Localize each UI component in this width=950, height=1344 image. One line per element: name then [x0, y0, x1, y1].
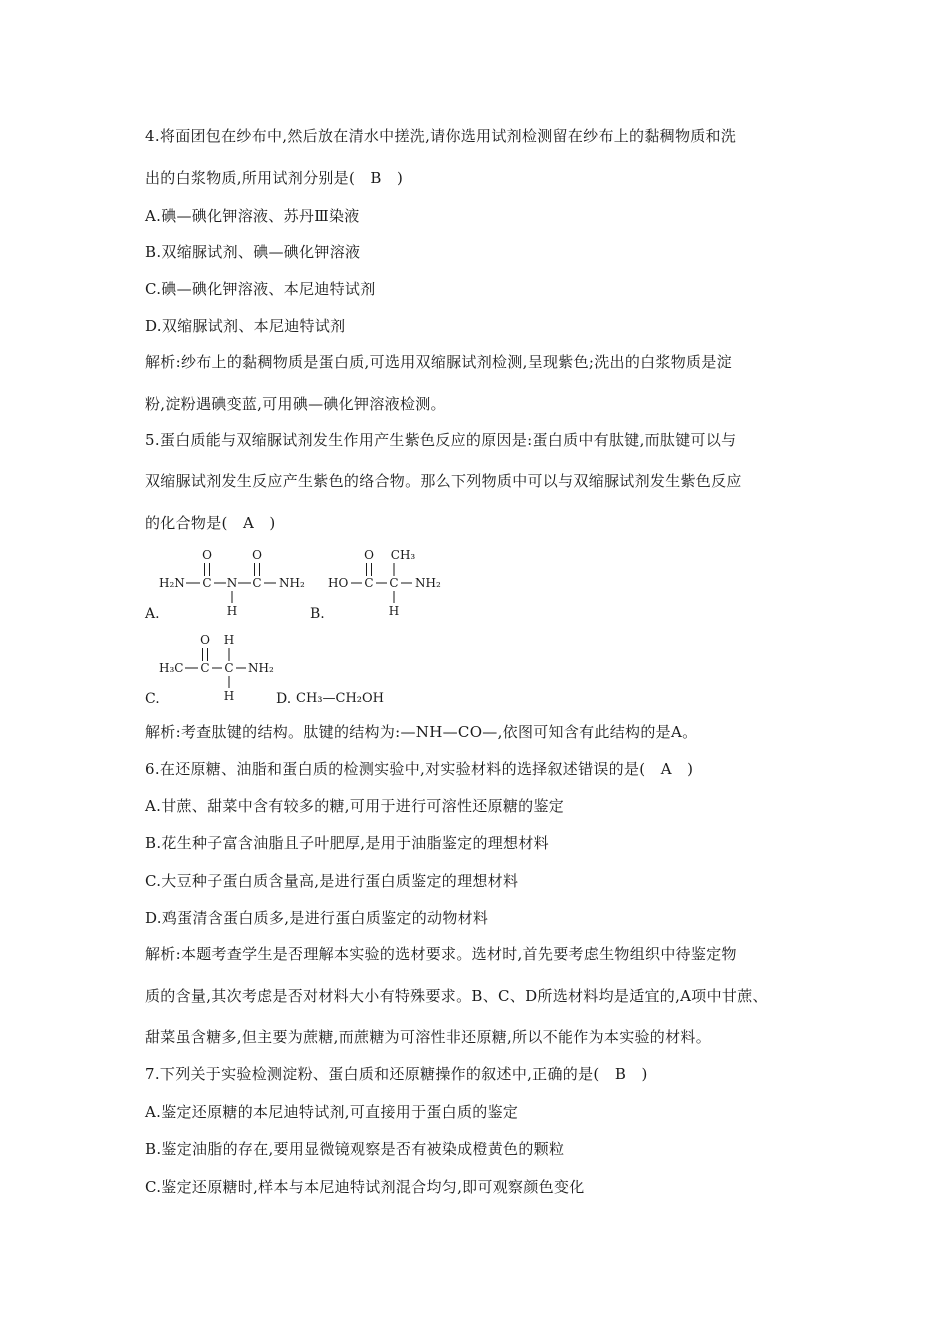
struct-c-c2: C — [224, 661, 234, 675]
q5-stem-line3: 的化合物是( A ) — [145, 514, 276, 532]
q7-option-a: A.鉴定还原糖的本尼迪特试剂,可直接用于蛋白质的鉴定 — [145, 1103, 519, 1121]
struct-c-h-top: H — [223, 633, 235, 647]
struct-b-c2: C — [389, 576, 399, 590]
struct-d-formula: CH₃—CH₂OH — [296, 691, 384, 706]
struct-b-ch3: CH₃ — [390, 548, 416, 562]
q4-option-a: A.碘—碘化钾溶液、苏丹Ⅲ染液 — [145, 207, 360, 225]
struct-b-c1: C — [364, 576, 374, 590]
q6-analysis-line1: 解析:本题考查学生是否理解本实验的选材要求。选材时,首先要考虑生物组织中待鉴定物 — [145, 945, 737, 963]
struct-a-nh2: NH₂ — [279, 576, 305, 590]
struct-c-nh2: NH₂ — [248, 661, 274, 675]
q7-option-c: C.鉴定还原糖时,样本与本尼迪特试剂混合均匀,即可观察颜色变化 — [145, 1178, 585, 1196]
struct-b-label: B. — [310, 606, 325, 622]
q4-option-c: C.碘—碘化钾溶液、本尼迪特试剂 — [145, 280, 376, 298]
struct-d-label: D. — [276, 691, 292, 707]
q7-stem: 7.下列关于实验检测淀粉、蛋白质和还原糖操作的叙述中,正确的是( B ) — [145, 1065, 648, 1083]
struct-b-ho: HO — [328, 576, 349, 590]
struct-c-h3c: H₃C — [159, 661, 184, 675]
q7-option-b: B.鉴定油脂的存在,要用显微镜观察是否有被染成橙黄色的颗粒 — [145, 1140, 565, 1158]
struct-a-n: N — [226, 576, 238, 590]
struct-a-h2n: H₂N — [159, 576, 185, 590]
q6-option-b: B.花生种子富含油脂且子叶肥厚,是用于油脂鉴定的理想材料 — [145, 834, 549, 852]
structure-c — [145, 630, 275, 710]
q6-analysis-line3: 甜菜虽含糖多,但主要为蔗糖,而蔗糖为可溶性非还原糖,所以不能作为本实验的材料。 — [145, 1028, 712, 1046]
structure-d — [276, 688, 416, 710]
q6-option-d: D.鸡蛋清含蛋白质多,是进行蛋白质鉴定的动物材料 — [145, 909, 489, 927]
q5-stem-line1: 5.蛋白质能与双缩脲试剂发生作用产生紫色反应的原因是:蛋白质中有肽键,而肽键可以与 — [145, 431, 737, 449]
structure-b — [310, 545, 460, 625]
q5-stem-line2: 双缩脲试剂发生反应产生紫色的络合物。那么下列物质中可以与双缩脲试剂发生紫色反应 — [145, 472, 742, 490]
q4-analysis-line1: 解析:纱布上的黏稠物质是蛋白质,可选用双缩脲试剂检测,呈现紫色;洗出的白浆物质是淀 — [145, 353, 732, 371]
struct-b-nh2: NH₂ — [415, 576, 441, 590]
struct-a-c1: C — [202, 576, 212, 590]
q6-analysis-line2: 质的含量,其次考虑是否对材料大小有特殊要求。B、C、D所选材料均是适宜的,A项中甘蔗、 — [145, 987, 768, 1005]
struct-a-c2: C — [252, 576, 262, 590]
struct-c-o: O — [200, 633, 210, 647]
q4-stem-line2: 出的白浆物质,所用试剂分别是( B ) — [145, 169, 404, 187]
q4-stem-line1: 4.将面团包在纱布中,然后放在清水中搓洗,请你选用试剂检测留在纱布上的黏稠物质和洗 — [145, 127, 737, 145]
q6-option-c: C.大豆种子蛋白质含量高,是进行蛋白质鉴定的理想材料 — [145, 872, 519, 890]
structure-a — [145, 545, 310, 625]
q6-option-a: A.甘蔗、甜菜中含有较多的糖,可用于进行可溶性还原糖的鉴定 — [145, 797, 565, 815]
struct-b-o: O — [364, 548, 374, 562]
struct-a-h: H — [226, 604, 238, 618]
q4-option-d: D.双缩脲试剂、本尼迪特试剂 — [145, 317, 346, 335]
q4-option-b: B.双缩脲试剂、碘—碘化钾溶液 — [145, 243, 361, 261]
struct-c-label: C. — [145, 691, 160, 707]
q6-stem: 6.在还原糖、油脂和蛋白质的检测实验中,对实验材料的选择叙述错误的是( A ) — [145, 760, 694, 778]
struct-c-c1: C — [200, 661, 210, 675]
struct-a-o2: O — [252, 548, 262, 562]
q5-analysis: 解析:考查肽键的结构。肽键的结构为:—NH—CO—,依图可知含有此结构的是A。 — [145, 723, 698, 741]
struct-a-o1: O — [202, 548, 212, 562]
struct-c-h-bottom: H — [223, 689, 235, 703]
q4-analysis-line2: 粉,淀粉遇碘变蓝,可用碘—碘化钾溶液检测。 — [145, 395, 446, 413]
struct-b-h: H — [388, 604, 400, 618]
struct-a-label: A. — [145, 606, 160, 622]
